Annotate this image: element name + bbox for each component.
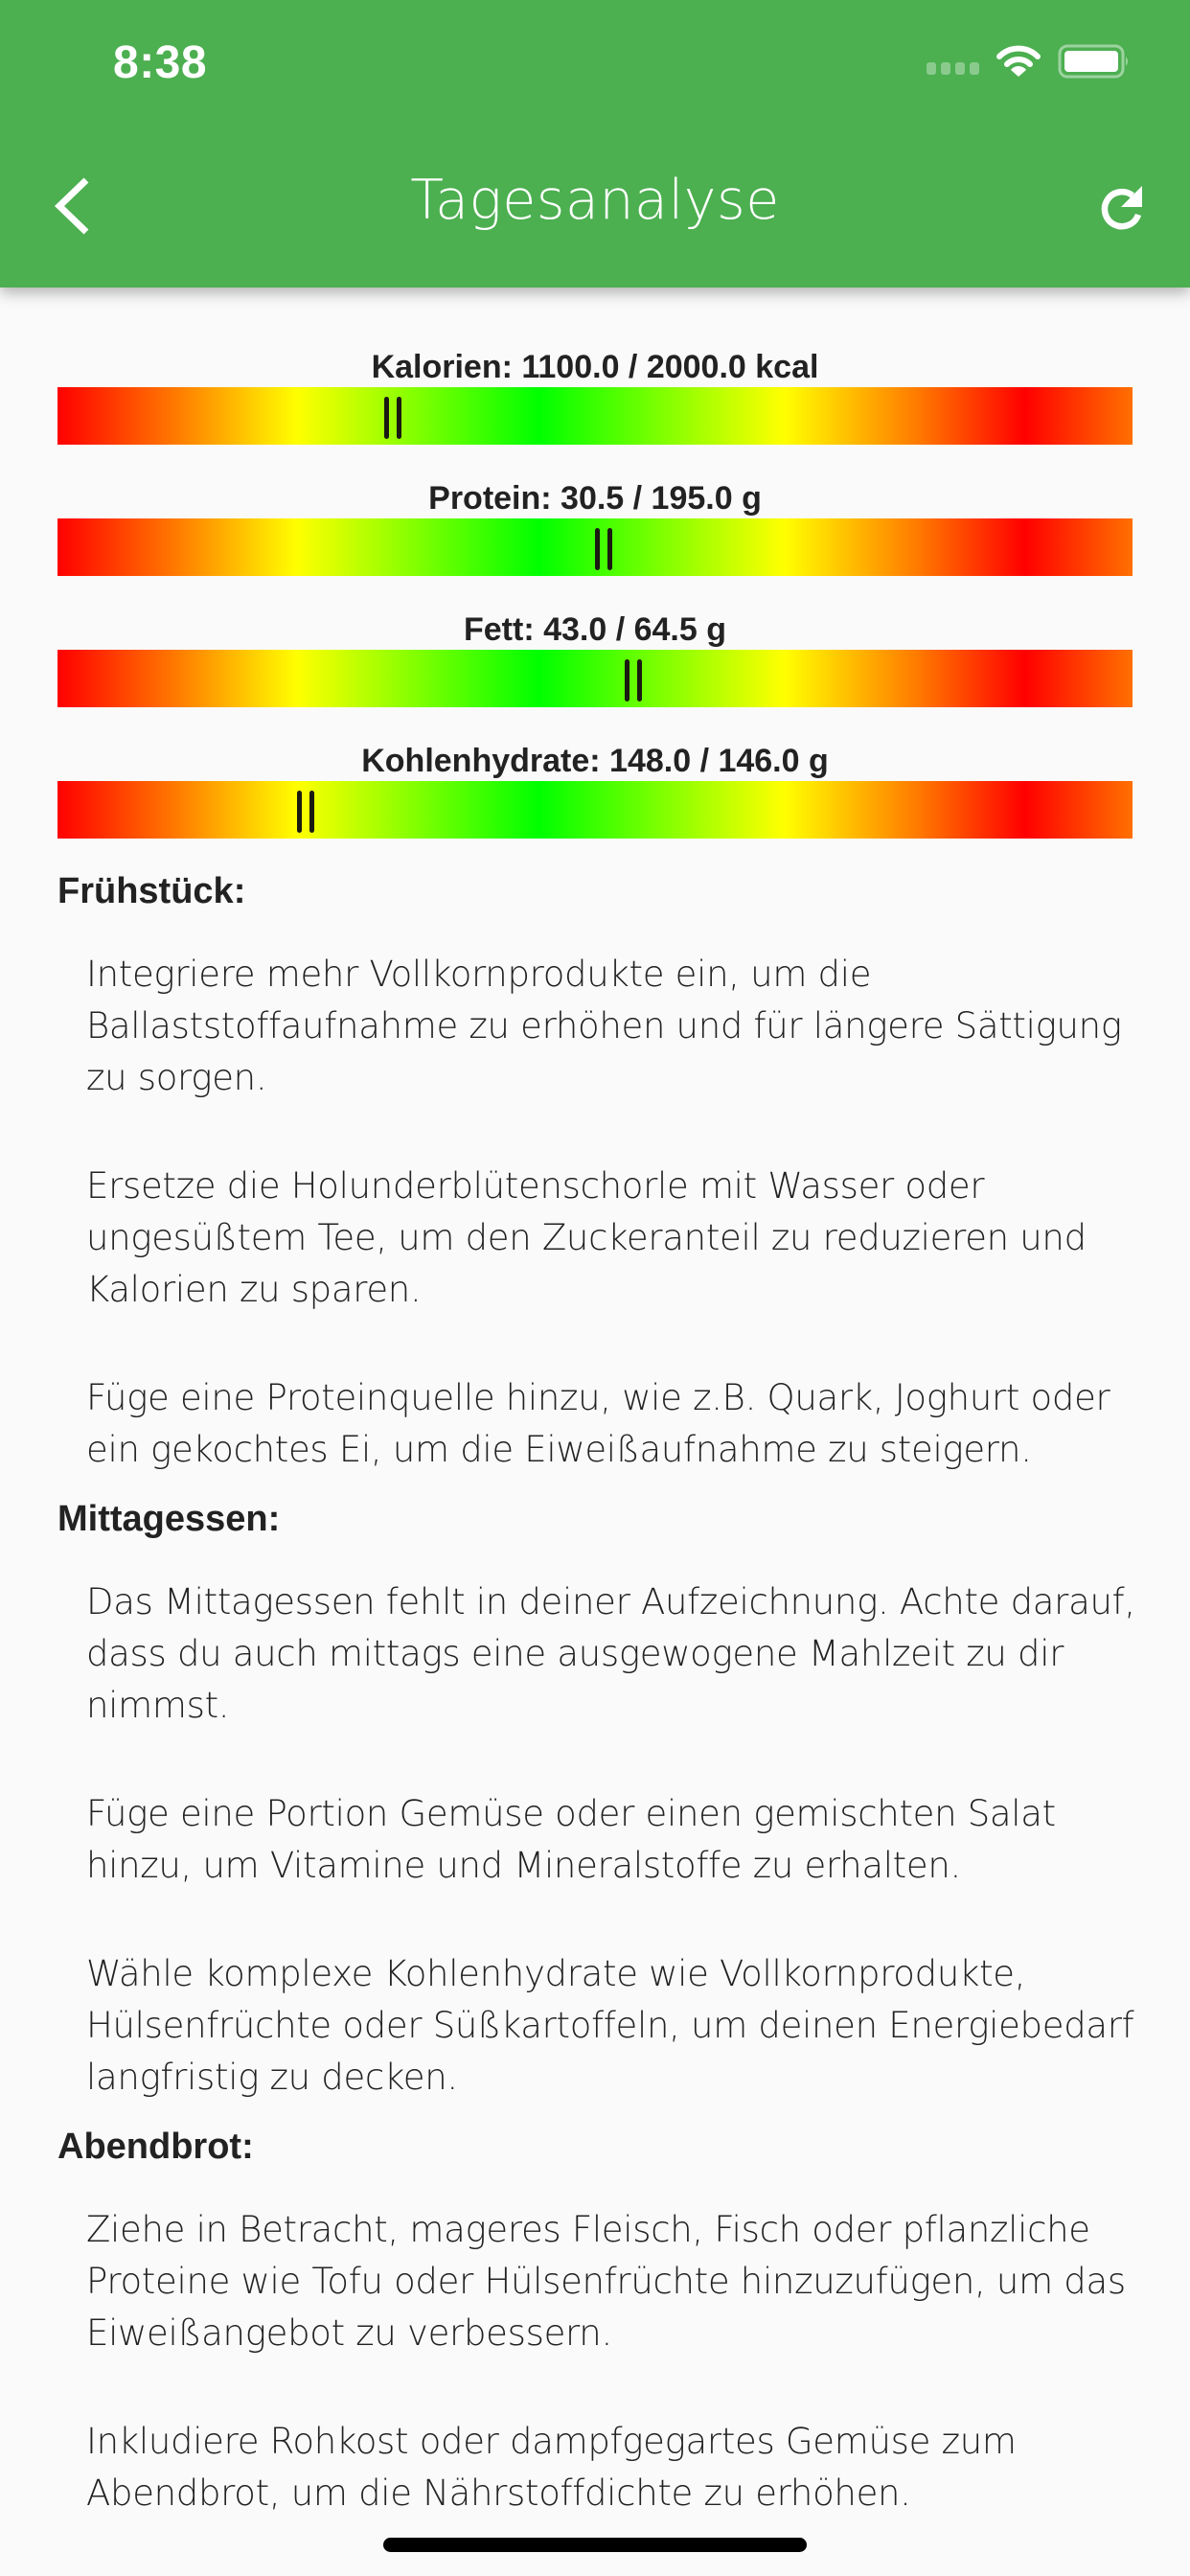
status-time: 8:38 — [113, 37, 208, 88]
tip-item: Füge eine Proteinquelle hinzu, wie z.B. Quark, Joghurt oder ein gekochtes Ei, um die Eiweißaufnahme zu steigern. — [86, 1377, 1110, 1470]
meter-label: Kohlenhydrate: 148.0 / 146.0 g — [361, 743, 829, 779]
section-title-dinner: Abendbrot: — [57, 2127, 254, 2167]
refresh-icon — [1096, 182, 1150, 236]
meter-bar — [57, 650, 1133, 707]
tip-item: Integriere mehr Vollkornprodukte ein, um die Ballaststoffaufnahme zu erhöhen und für längere Sättigung zu sorgen. — [86, 954, 1122, 1098]
meter-fat — [57, 610, 1133, 707]
chevron-left-icon — [52, 176, 94, 236]
section-title-lunch: Mittagessen: — [57, 1499, 281, 1539]
meter-marker — [595, 528, 612, 570]
wifi-icon — [996, 44, 1041, 79]
tip-item: Ersetze die Holunderblütenschorle mit Wasser oder ungesüßtem Tee, um den Zuckeranteil zu reduzieren und Kalorien zu sparen. — [86, 1165, 1087, 1310]
meter-label: Kalorien: 1100.0 / 2000.0 kcal — [371, 349, 819, 385]
meter-bar — [57, 518, 1133, 576]
meter-bar — [57, 781, 1133, 839]
page-title: Tagesanalyse — [410, 169, 780, 232]
tip-item: Das Mittagessen fehlt in deiner Aufzeichnung. Achte darauf, dass du auch mittags eine ausgewogene Mahlzeit zu dir nimmst. — [86, 1581, 1135, 1726]
meter-label: Fett: 43.0 / 64.5 g — [464, 611, 726, 648]
tip-item: Wähle komplexe Kohlenhydrate wie Vollkornprodukte, Hülsenfrüchte oder Süßkartoffeln, um deinen Energiebedarf langfristig zu decken. — [86, 1953, 1134, 2098]
battery-icon — [1058, 44, 1131, 79]
app-bar — [0, 0, 1190, 288]
meter-marker — [297, 791, 314, 833]
meter-carbohydrates — [57, 741, 1133, 839]
cellular-signal-icon — [927, 62, 979, 75]
meter-protein — [57, 478, 1133, 576]
meter-calories — [57, 347, 1133, 445]
tip-item: Ziehe in Betracht, mageres Fleisch, Fisch oder pflanzliche Proteine wie Tofu oder Hülsenfrüchte hinzuzufügen, um das Eiweißangebot zu verbessern. — [86, 2209, 1126, 2354]
refresh-button[interactable] — [1085, 171, 1161, 247]
status-icons — [927, 44, 1131, 79]
section-title-breakfast: Frühstück: — [57, 871, 246, 911]
home-indicator[interactable] — [383, 2538, 807, 2552]
tip-item: Inkludiere Rohkost oder dampfgegartes Gemüse zum Abendbrot, um die Nährstoffdichte zu erhöhen. — [86, 2421, 1017, 2514]
meter-bar — [57, 387, 1133, 445]
meter-marker — [384, 397, 401, 439]
tip-item: Füge eine Portion Gemüse oder einen gemischten Salat hinzu, um Vitamine und Mineralstoffe zu erhalten. — [86, 1793, 1056, 1886]
analysis-content — [0, 288, 1190, 2519]
back-button[interactable] — [34, 163, 111, 249]
meter-marker — [625, 659, 642, 702]
meter-label: Protein: 30.5 / 195.0 g — [428, 480, 762, 517]
